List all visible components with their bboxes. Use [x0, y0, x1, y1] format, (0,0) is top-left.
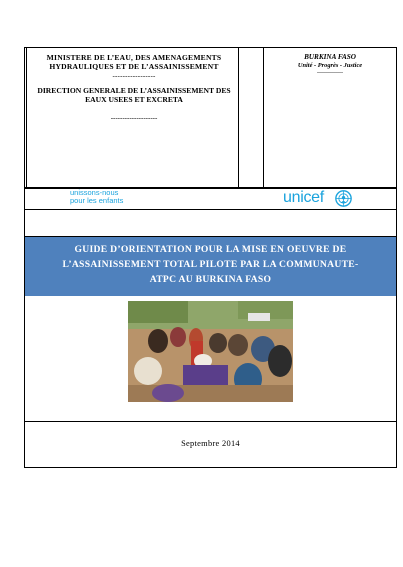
unicef-logo-text: unicef: [283, 189, 324, 206]
direction-name: [31, 86, 237, 104]
ministry-line-1: MINISTERE DE L’EAU, DES AMENAGEMENTS: [46, 53, 222, 62]
community-meeting-photo: [128, 301, 293, 402]
ministry-name: [31, 53, 237, 81]
direction-separator: --------------------: [110, 114, 158, 122]
country-separator: -------------: [317, 70, 343, 76]
cover-frame: [24, 47, 397, 468]
document-title: [25, 242, 396, 287]
publication-date: Septembre 2014: [181, 439, 240, 448]
national-motto: Unité - Progrès - Justice: [297, 62, 363, 69]
unicef-globe-icon: [335, 190, 352, 207]
header-country-cell: [264, 48, 396, 187]
direction-line-1: DIRECTION GENERALE DE L’ASSAINISSEMENT DES: [37, 86, 231, 95]
direction-line-2: EAUX USEES ET EXCRETA: [85, 95, 183, 104]
title-banner: [25, 237, 396, 296]
ministry-separator: -----------------: [112, 72, 156, 80]
title-line-2: L’ASSAINISSEMENT TOTAL PILOTE PAR LA COMMUNAUTE-: [62, 259, 359, 270]
date-divider: [25, 421, 396, 422]
unite-pour-les-enfants-logo: [70, 189, 123, 205]
unite-line-2: pour les enfants: [70, 196, 124, 205]
title-line-3: ATPC AU BURKINA FASO: [149, 274, 272, 285]
header-table: [25, 48, 396, 187]
logo-band: [25, 189, 396, 210]
unite-line-1: unissons-nous: [70, 188, 119, 197]
ministry-line-2: HYDRAULIQUES ET DE L’ASSAINISSEMENT: [49, 62, 219, 71]
header-spacer-cell: [239, 48, 264, 187]
title-line-1: GUIDE D’ORIENTATION POUR LA MISE EN OEUVRE DE: [74, 244, 347, 255]
header-ministry-cell: [27, 48, 239, 187]
country-name: BURKINA FASO: [304, 53, 356, 61]
blank-row: [25, 210, 396, 237]
